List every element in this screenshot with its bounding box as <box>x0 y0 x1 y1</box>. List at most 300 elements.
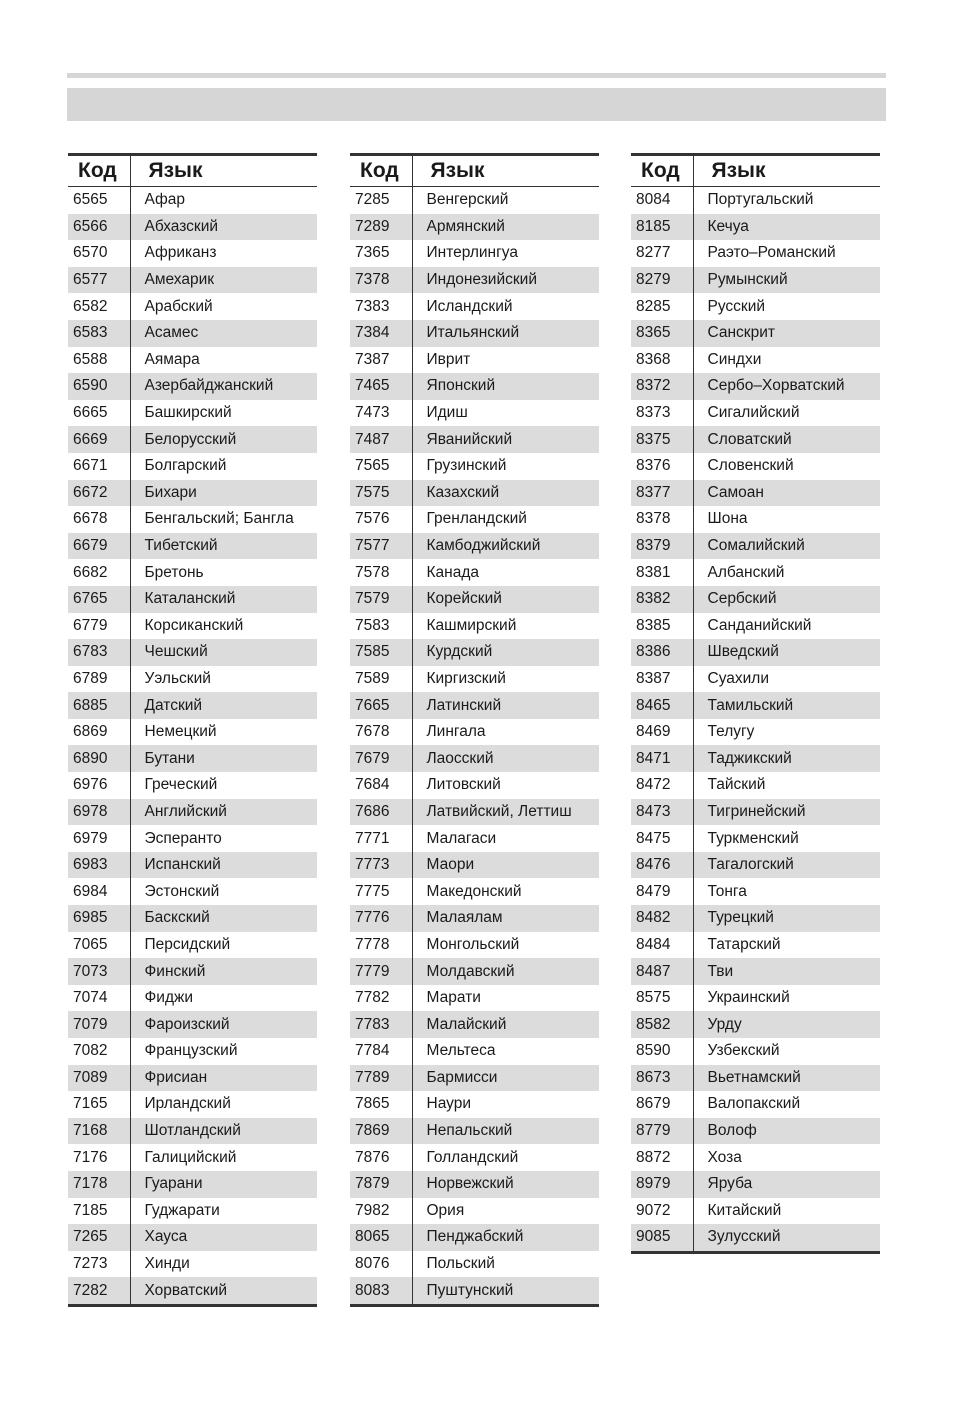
language-name: Башкирский <box>144 404 232 422</box>
table-row <box>68 1038 317 1065</box>
table-row <box>631 1144 880 1171</box>
table-row <box>68 1118 317 1145</box>
table-row <box>631 559 880 586</box>
table-row <box>631 639 880 666</box>
language-name: Латинский <box>412 692 599 719</box>
language-code: 6869 <box>68 719 130 746</box>
language-name: Суахили <box>707 669 770 687</box>
language-name: Наури <box>426 1095 471 1113</box>
table-row <box>350 506 599 533</box>
table-row <box>631 666 880 693</box>
table-row <box>68 400 317 427</box>
table-row <box>350 692 599 719</box>
language-code: 7565 <box>350 453 412 480</box>
language-name: Персидский <box>144 935 231 953</box>
table-row <box>68 1251 317 1278</box>
language-name: Латвийский, Леттиш <box>412 799 599 826</box>
table-row <box>350 453 599 480</box>
table-row <box>350 905 599 932</box>
language-code: 7384 <box>350 320 412 347</box>
language-name: Шотландский <box>130 1118 317 1145</box>
language-name: Сомалийский <box>693 533 880 560</box>
language-code: 8582 <box>631 1011 693 1038</box>
language-code: 8368 <box>631 347 693 374</box>
language-name: Валопакский <box>707 1095 801 1113</box>
table-row <box>68 878 317 905</box>
table-row <box>631 745 880 772</box>
language-name: Хинди <box>144 1255 190 1273</box>
language-code: 7378 <box>350 267 412 294</box>
code-header: Код <box>68 155 130 187</box>
language-code: 6976 <box>68 772 130 799</box>
language-code: 7365 <box>350 240 412 267</box>
table-row <box>350 719 599 746</box>
table-row <box>68 799 317 826</box>
table-row <box>68 825 317 852</box>
table-row <box>68 932 317 959</box>
language-name: Датский <box>130 692 317 719</box>
language-code: 7876 <box>350 1144 412 1171</box>
language-code: 7265 <box>68 1224 130 1251</box>
language-name: Итальянский <box>412 320 599 347</box>
table-row <box>68 692 317 719</box>
language-name: Хауса <box>130 1224 317 1251</box>
language-code: 6582 <box>68 293 130 320</box>
language-code: 7879 <box>350 1171 412 1198</box>
table-row <box>68 293 317 320</box>
language-name: Французский <box>144 1042 238 1060</box>
table-row <box>631 1065 880 1092</box>
language-name: Бретонь <box>144 563 204 581</box>
table-row <box>68 666 317 693</box>
language-name: Санскрит <box>693 320 880 347</box>
language-code: 8375 <box>631 426 693 453</box>
table-row <box>350 320 599 347</box>
table-row <box>350 666 599 693</box>
language-code: 7578 <box>350 559 412 586</box>
language-code: 6984 <box>68 878 130 905</box>
language-name: Татарский <box>707 935 781 953</box>
language-name: Тибетский <box>130 533 317 560</box>
language-name: Бутани <box>130 745 317 772</box>
language-code: 7982 <box>350 1198 412 1225</box>
language-name: Телугу <box>707 723 755 741</box>
language-code: 7679 <box>350 745 412 772</box>
table-row <box>631 772 880 799</box>
table-row <box>350 1171 599 1198</box>
language-header: Язык <box>693 155 880 187</box>
language-code: 7773 <box>350 852 412 879</box>
language-code: 8779 <box>631 1118 693 1145</box>
language-code-table-3 <box>631 153 880 1254</box>
language-name: Асамес <box>130 320 317 347</box>
language-name: Киргизский <box>426 669 506 687</box>
language-name: Хоза <box>707 1148 742 1166</box>
language-code: 7789 <box>350 1065 412 1092</box>
table-row <box>68 320 317 347</box>
language-code: 8575 <box>631 985 693 1012</box>
language-code: 7583 <box>350 613 412 640</box>
table-row <box>350 187 599 214</box>
language-name: Тонга <box>707 882 747 900</box>
table-row <box>68 480 317 507</box>
language-name: Индонезийский <box>412 267 599 294</box>
table-row <box>631 1224 880 1252</box>
table-row <box>68 905 317 932</box>
language-name: Шона <box>707 510 748 528</box>
table-row <box>631 480 880 507</box>
language-name: Сигалийский <box>707 404 800 422</box>
language-code: 7577 <box>350 533 412 560</box>
language-name: Бихари <box>130 480 317 507</box>
language-code: 6979 <box>68 825 130 852</box>
language-name: Гуджарати <box>144 1201 220 1219</box>
table-row <box>68 347 317 374</box>
language-name: Баскский <box>130 905 317 932</box>
language-name: Финский <box>130 958 317 985</box>
language-code: 7771 <box>350 825 412 852</box>
language-code: 8473 <box>631 799 693 826</box>
language-code: 7779 <box>350 958 412 985</box>
language-header: Язык <box>412 155 599 187</box>
language-code: 7089 <box>68 1065 130 1092</box>
language-code: 6590 <box>68 373 130 400</box>
language-code: 7865 <box>350 1091 412 1118</box>
language-code: 8385 <box>631 613 693 640</box>
table-row <box>68 533 317 560</box>
table-row <box>68 1171 317 1198</box>
language-code: 8387 <box>631 666 693 693</box>
table-row <box>631 825 880 852</box>
language-code: 6588 <box>68 347 130 374</box>
language-name: Малаялам <box>412 905 599 932</box>
language-code: 7282 <box>68 1277 130 1305</box>
table-row <box>631 506 880 533</box>
table-row <box>631 400 880 427</box>
language-code: 8872 <box>631 1144 693 1171</box>
language-name: Японский <box>412 373 599 400</box>
table-row <box>631 932 880 959</box>
table-row <box>350 347 599 374</box>
language-code: 8476 <box>631 852 693 879</box>
language-code: 7782 <box>350 985 412 1012</box>
language-name: Афар <box>144 191 186 209</box>
language-name: Бармисси <box>412 1065 599 1092</box>
language-name: Малайский <box>412 1011 599 1038</box>
language-name: Волоф <box>693 1118 880 1145</box>
language-code: 8679 <box>631 1091 693 1118</box>
language-name: Словатский <box>693 426 880 453</box>
table-row <box>631 373 880 400</box>
language-name: Белорусский <box>130 426 317 453</box>
language-code: 7487 <box>350 426 412 453</box>
language-name: Аямара <box>144 350 200 368</box>
table-row <box>350 878 599 905</box>
language-code: 7065 <box>68 932 130 959</box>
table-row <box>350 214 599 241</box>
language-name: Пенджабский <box>412 1224 599 1251</box>
table-row <box>350 613 599 640</box>
language-code: 6983 <box>68 852 130 879</box>
language-code: 8277 <box>631 240 693 267</box>
language-code: 8487 <box>631 958 693 985</box>
language-name: Тигринейский <box>693 799 880 826</box>
language-code: 7776 <box>350 905 412 932</box>
table-row <box>350 958 599 985</box>
table-row <box>631 1011 880 1038</box>
language-code: 7465 <box>350 373 412 400</box>
language-name: Китайский <box>707 1201 782 1219</box>
language-name: Иврит <box>426 350 471 368</box>
table-row <box>68 240 317 267</box>
table-row <box>631 426 880 453</box>
language-code: 6779 <box>68 613 130 640</box>
table-row <box>68 852 317 879</box>
table-row <box>350 267 599 294</box>
language-code: 7778 <box>350 932 412 959</box>
language-code: 7473 <box>350 400 412 427</box>
language-code: 8373 <box>631 400 693 427</box>
language-code: 7775 <box>350 878 412 905</box>
language-name: Румынский <box>693 267 880 294</box>
language-code: 6583 <box>68 320 130 347</box>
table-row <box>68 958 317 985</box>
code-header: Код <box>631 155 693 187</box>
language-name: Фрисиан <box>130 1065 317 1092</box>
language-name: Таджикский <box>693 745 880 772</box>
language-name: Сербо–Хорватский <box>693 373 880 400</box>
language-code: 8472 <box>631 772 693 799</box>
table-row <box>68 1091 317 1118</box>
language-name: Норвежский <box>412 1171 599 1198</box>
table-row <box>631 586 880 613</box>
table-row <box>350 480 599 507</box>
language-name: Кечуа <box>693 214 880 241</box>
table-row <box>350 985 599 1012</box>
language-name: Словенский <box>707 457 794 475</box>
table-row <box>68 453 317 480</box>
table-row <box>350 1251 599 1278</box>
table-row <box>350 745 599 772</box>
table-row <box>68 426 317 453</box>
table-row <box>350 852 599 879</box>
table-row <box>350 1198 599 1225</box>
table-row <box>631 267 880 294</box>
language-name: Лингала <box>426 723 486 741</box>
table-row <box>350 1144 599 1171</box>
language-code: 7576 <box>350 506 412 533</box>
language-code: 8065 <box>350 1224 412 1251</box>
language-name: Фиджи <box>144 989 194 1007</box>
language-name: Македонский <box>426 882 522 900</box>
language-name: Корейский <box>412 586 599 613</box>
language-name: Курдский <box>412 639 599 666</box>
language-code: 7684 <box>350 772 412 799</box>
language-name: Албанский <box>707 563 785 581</box>
language-code: 7783 <box>350 1011 412 1038</box>
language-code-table-2 <box>350 153 599 1307</box>
language-code: 8673 <box>631 1065 693 1092</box>
language-code: 7387 <box>350 347 412 374</box>
table-row <box>631 293 880 320</box>
language-code: 8076 <box>350 1251 412 1278</box>
language-name: Чешский <box>130 639 317 666</box>
language-code: 6577 <box>68 267 130 294</box>
language-code: 6669 <box>68 426 130 453</box>
language-code: 8083 <box>350 1277 412 1305</box>
top-rule <box>67 73 886 78</box>
table-row <box>631 187 880 214</box>
language-code: 7178 <box>68 1171 130 1198</box>
language-name: Корсиканский <box>144 616 244 634</box>
language-name: Испанский <box>130 852 317 879</box>
language-code: 8084 <box>631 187 693 214</box>
table-row <box>631 719 880 746</box>
language-name: Голландский <box>426 1148 519 1166</box>
language-code: 6671 <box>68 453 130 480</box>
table-row <box>350 1118 599 1145</box>
language-name: Идиш <box>426 404 468 422</box>
table-row <box>631 320 880 347</box>
table-row <box>350 1224 599 1251</box>
language-code: 8379 <box>631 533 693 560</box>
language-code: 8475 <box>631 825 693 852</box>
language-name: Мельтеса <box>426 1042 496 1060</box>
language-name: Английский <box>130 799 317 826</box>
table-row <box>350 799 599 826</box>
table-row <box>631 1171 880 1198</box>
table-row <box>350 825 599 852</box>
table-row <box>350 533 599 560</box>
language-code: 6566 <box>68 214 130 241</box>
language-code: 8381 <box>631 559 693 586</box>
header-band <box>67 88 886 121</box>
language-name: Польский <box>426 1255 495 1273</box>
language-code: 6985 <box>68 905 130 932</box>
language-name: Гренландский <box>426 510 527 528</box>
table-row <box>350 1277 599 1305</box>
language-name: Тамильский <box>693 692 880 719</box>
language-code: 8377 <box>631 480 693 507</box>
table-row <box>350 1011 599 1038</box>
language-code: 7074 <box>68 985 130 1012</box>
table-row <box>350 1038 599 1065</box>
language-name: Раэто–Романский <box>707 244 836 262</box>
language-code: 8382 <box>631 586 693 613</box>
language-name: Венгерский <box>426 191 509 209</box>
language-code: 7869 <box>350 1118 412 1145</box>
language-code: 6672 <box>68 480 130 507</box>
language-name: Непальский <box>412 1118 599 1145</box>
table-row <box>68 1011 317 1038</box>
table-row <box>68 373 317 400</box>
table-row <box>68 506 317 533</box>
language-name: Ирландский <box>144 1095 231 1113</box>
language-code: 7289 <box>350 214 412 241</box>
language-name: Лаосский <box>412 745 599 772</box>
language-name: Украинский <box>707 989 790 1007</box>
table-row <box>631 799 880 826</box>
language-name: Самоан <box>693 480 880 507</box>
table-row <box>350 772 599 799</box>
language-name: Португальский <box>707 191 814 209</box>
language-code: 6665 <box>68 400 130 427</box>
language-code: 8378 <box>631 506 693 533</box>
table-row <box>631 533 880 560</box>
language-name: Литовский <box>426 776 501 794</box>
table-row <box>68 1198 317 1225</box>
language-code-table-1 <box>68 153 317 1307</box>
table-row <box>350 293 599 320</box>
table-row <box>631 453 880 480</box>
table-row <box>631 1091 880 1118</box>
language-code: 9072 <box>631 1198 693 1225</box>
language-name: Африканз <box>144 244 217 262</box>
language-name: Абхазский <box>130 214 317 241</box>
language-code: 6565 <box>68 187 130 214</box>
language-code: 7273 <box>68 1251 130 1278</box>
language-code: 6682 <box>68 559 130 586</box>
language-code: 7079 <box>68 1011 130 1038</box>
language-name: Синдхи <box>707 350 762 368</box>
language-name: Кашмирский <box>426 616 517 634</box>
table-row <box>631 1198 880 1225</box>
table-row <box>68 772 317 799</box>
language-code: 8465 <box>631 692 693 719</box>
table-row <box>350 586 599 613</box>
language-code: 6679 <box>68 533 130 560</box>
language-name: Казахский <box>412 480 599 507</box>
table-row <box>350 373 599 400</box>
language-name: Тви <box>693 958 880 985</box>
language-code: 7176 <box>68 1144 130 1171</box>
language-name: Исландский <box>426 297 513 315</box>
table-row <box>350 639 599 666</box>
language-code: 8479 <box>631 878 693 905</box>
language-code: 8484 <box>631 932 693 959</box>
table-row <box>350 240 599 267</box>
language-code: 8376 <box>631 453 693 480</box>
table-row <box>68 187 317 214</box>
language-name: Гуарани <box>130 1171 317 1198</box>
table-row <box>631 985 880 1012</box>
language-name: Арабский <box>144 297 213 315</box>
language-code: 7575 <box>350 480 412 507</box>
table-row <box>631 692 880 719</box>
code-header: Код <box>350 155 412 187</box>
table-row <box>68 559 317 586</box>
language-name: Монгольский <box>426 935 520 953</box>
language-code: 8469 <box>631 719 693 746</box>
language-name: Хорватский <box>130 1277 317 1305</box>
language-code: 8386 <box>631 639 693 666</box>
language-name: Азербайджанский <box>130 373 317 400</box>
language-name: Санданийский <box>707 616 812 634</box>
language-code: 7285 <box>350 187 412 214</box>
language-name: Интерлингуа <box>426 244 518 262</box>
language-name: Марати <box>426 989 481 1007</box>
table-row <box>350 426 599 453</box>
language-name: Русский <box>707 297 766 315</box>
table-row <box>68 613 317 640</box>
table-row <box>631 958 880 985</box>
language-name: Немецкий <box>144 723 217 741</box>
language-name: Пуштунский <box>412 1277 599 1305</box>
language-name: Зулусский <box>693 1224 880 1252</box>
language-code: 9085 <box>631 1224 693 1252</box>
language-code: 6890 <box>68 745 130 772</box>
language-code: 7073 <box>68 958 130 985</box>
